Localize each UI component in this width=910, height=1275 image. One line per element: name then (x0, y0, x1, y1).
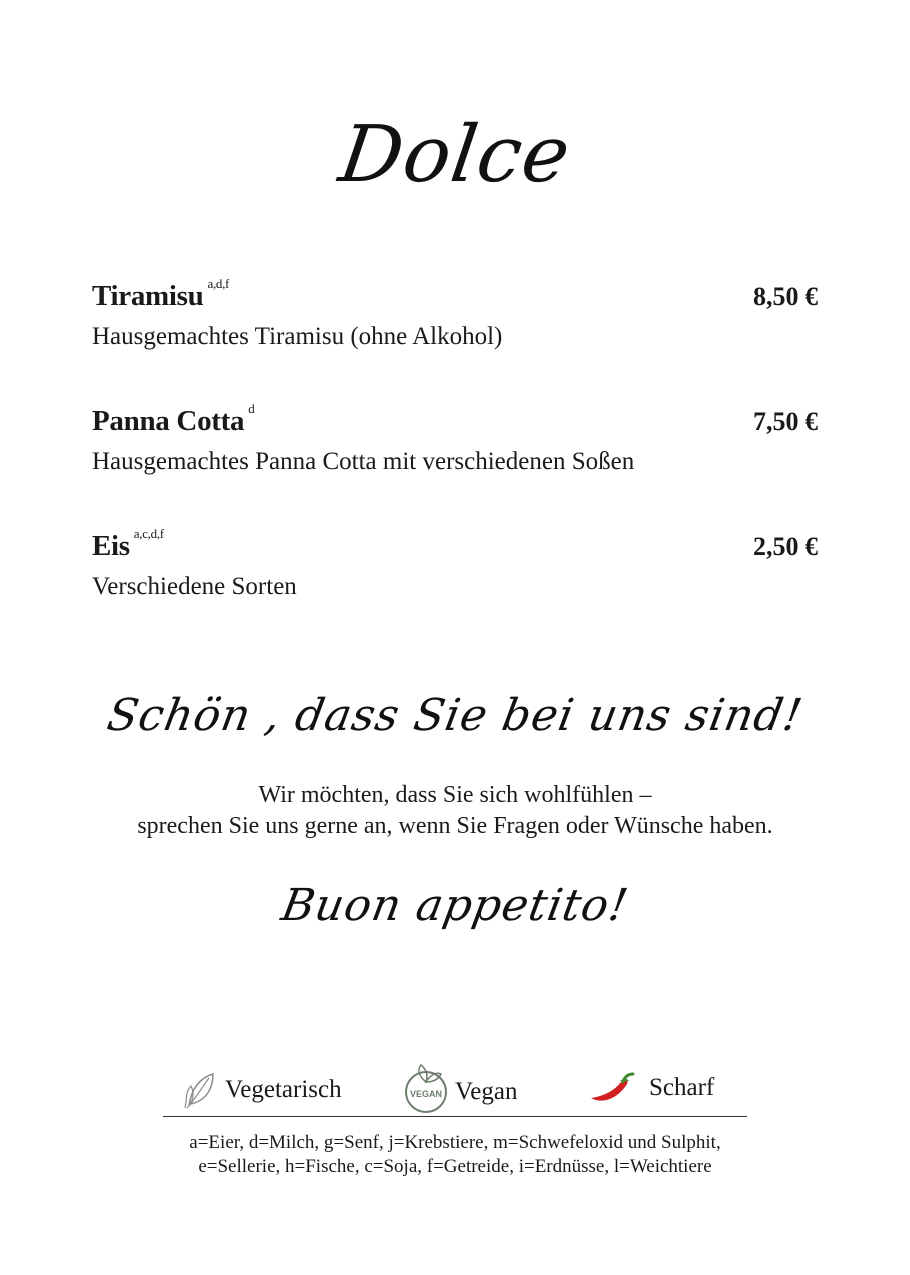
item-description: Hausgemachtes Tiramisu (ohne Alkohol) (92, 323, 503, 350)
legend-vegetarian (183, 1070, 342, 1110)
legend-vegan (403, 1062, 517, 1114)
welcome-heading: Schön , dass Sie bei uns sind! (103, 690, 807, 741)
allergen-codes: d (248, 401, 255, 416)
allergen-line: e=Sellerie, h=Fische, c=Soja, f=Getreide, i=Erdnüsse, l=Weichtiere (198, 1156, 712, 1177)
item-description: Verschiedene Sorten (92, 573, 297, 600)
item-price: 8,50 € (753, 282, 818, 311)
chili-pepper-icon (587, 1070, 635, 1106)
item-name: Panna Cotta $^d$ (92, 401, 255, 437)
item-price: 7,50 € (753, 407, 818, 436)
legend-label: Vegetarisch (225, 1076, 342, 1103)
vegan-badge-icon (403, 1062, 449, 1114)
allergen-line: a=Eier, d=Milch, g=Senf, j=Krebstiere, m=Schwefeloxid und Sulphit, (189, 1132, 721, 1153)
vegan-badge-text: VEGAN (409, 1089, 443, 1099)
menu-item-panna-cotta (92, 401, 818, 476)
leaf-icon (183, 1070, 219, 1110)
legend-label: Scharf (649, 1074, 715, 1101)
message-line: Wir möchten, dass Sie sich wohlfühlen – (258, 782, 652, 808)
message-line: sprechen Sie uns gerne an, wenn Sie Fragen oder Wünsche haben. (137, 813, 773, 839)
legend-label: Vegan (455, 1078, 518, 1105)
menu-item-tiramisu (92, 276, 818, 351)
allergen-key (0, 1131, 910, 1179)
menu-item-eis (92, 526, 818, 601)
diet-legend (163, 1070, 747, 1117)
page-title: Dolce (334, 110, 576, 200)
allergen-codes: a,c,d,f (133, 526, 164, 541)
closing-greeting: Buon appetito! (277, 880, 633, 931)
item-price: 2,50 € (753, 532, 818, 561)
item-description: Hausgemachtes Panna Cotta mit verschiedenen Soßen (92, 448, 635, 475)
legend-spicy (587, 1070, 714, 1106)
allergen-codes: a,d,f (207, 276, 230, 291)
item-name: Tiramisu $^{a,d,f}$ (92, 276, 230, 312)
item-name: Eis $^{a,c,d,f}$ (92, 526, 164, 562)
welcome-message (0, 780, 910, 842)
